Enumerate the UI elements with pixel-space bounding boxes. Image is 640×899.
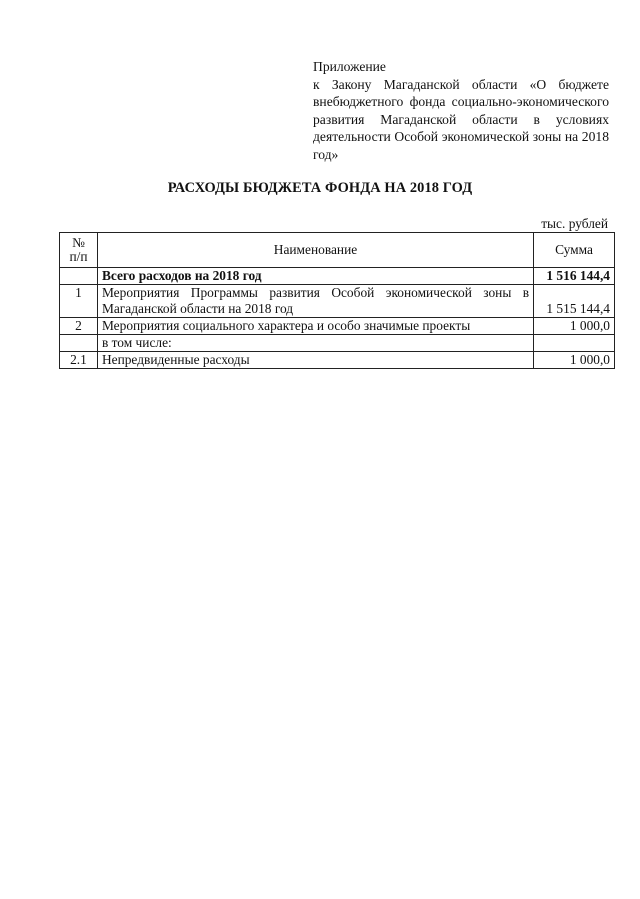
row-number: 2	[60, 318, 98, 335]
row-name: в том числе:	[97, 335, 533, 352]
annex-text: к Закону Магаданской области «О бюджете внебюджетного фонда социально-экономического развития Магаданской области в условиях деятельности Особой экономической зоны на 2018 год»	[313, 76, 609, 162]
row-number: 1	[60, 285, 98, 318]
table-row	[60, 318, 615, 335]
table-row-total	[60, 268, 615, 285]
row-sum: 1 000,0	[534, 318, 615, 335]
expenses-table	[59, 232, 615, 369]
row-name: Мероприятия Программы развития Особой экономической зоны в Магаданской области на 2018 год	[97, 285, 533, 318]
annex-title: Приложение	[313, 59, 386, 74]
row-number: 2.1	[60, 352, 98, 369]
table-row	[60, 352, 615, 369]
row-number	[60, 335, 98, 352]
table-row	[60, 285, 615, 318]
table-header-row	[60, 233, 615, 268]
header-number	[60, 233, 98, 268]
header-name: Наименование	[97, 233, 533, 268]
row-sum	[534, 335, 615, 352]
table-row	[60, 335, 615, 352]
row-name: Непредвиденные расходы	[97, 352, 533, 369]
header-number-line2: п/п	[69, 249, 88, 264]
annex-block	[313, 58, 609, 164]
total-name: Всего расходов на 2018 год	[97, 268, 533, 285]
units-label: тыс. рублей	[541, 216, 608, 231]
total-sum: 1 516 144,4	[534, 268, 615, 285]
row-sum: 1 000,0	[534, 352, 615, 369]
header-sum: Сумма	[534, 233, 615, 268]
row-name: Мероприятия социального характера и особо значимые проекты	[97, 318, 533, 335]
row-sum: 1 515 144,4	[534, 285, 615, 318]
document-title: РАСХОДЫ БЮДЖЕТА ФОНДА НА 2018 ГОД	[167, 180, 473, 196]
header-number-line1: №	[72, 235, 85, 250]
total-number	[60, 268, 98, 285]
